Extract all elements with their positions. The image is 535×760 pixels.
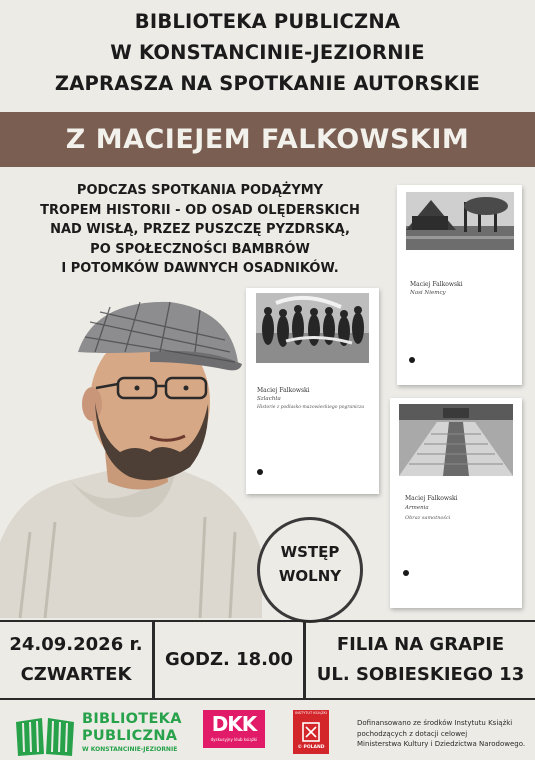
funding-line: pochodzących z dotacji celowej	[357, 729, 468, 738]
ik-emblem-icon	[302, 722, 320, 742]
stamp-line-1: WSTĘP	[280, 543, 340, 561]
publisher-mark-icon	[409, 357, 415, 363]
ik-poland-text: © POLAND	[297, 745, 325, 750]
book-author: Maciej Falkowski	[405, 495, 458, 502]
dkk-logo-subtext: dyskusyjny klub książki	[210, 737, 258, 742]
stamp-line-2: WOLNY	[278, 567, 342, 585]
book-cover-nasi-niemcy	[397, 185, 522, 385]
dkk-logo-text: DKK	[211, 712, 257, 736]
intro-text	[0, 181, 400, 279]
dkk-logo	[203, 710, 265, 748]
open-book-icon	[14, 714, 76, 756]
free-entry-stamp	[257, 517, 363, 623]
header	[0, 6, 535, 99]
header-line-1: BIBLIOTEKA PUBLICZNA	[134, 10, 401, 33]
date-cell	[0, 622, 152, 698]
author-photo	[0, 292, 262, 618]
ik-logo-text: INSTYTUT KSIĄŻKI	[295, 711, 327, 715]
book-subtitle: Obraz samotności	[405, 515, 451, 521]
instytut-ksiazki-logo	[293, 710, 329, 754]
book-subtitle: Historie z podlasko-mazowieckiego pogranicza	[257, 405, 365, 410]
event-weekday: CZWARTEK	[20, 664, 132, 685]
library-logo	[14, 710, 194, 756]
book-cover-szlachta	[246, 288, 379, 494]
book-title: Szlachta	[257, 396, 281, 402]
header-line-3: ZAPRASZA NA SPOTKANIE AUTORSKIE	[54, 72, 481, 95]
place-line-1: FILIA NA GRAPIE	[336, 634, 505, 655]
book-title: Armenia	[405, 505, 429, 511]
header-line-2: W KONSTANCINIE-JEZIORNIE	[110, 41, 425, 64]
book-author: Maciej Falkowski	[257, 387, 310, 394]
publisher-mark-icon	[403, 570, 409, 576]
library-logo-line-1: BIBLIOTEKA	[82, 711, 182, 727]
funding-note	[357, 718, 532, 750]
book-photo	[399, 404, 513, 476]
funding-line: Dofinansowano ze środków Instytutu Książki	[357, 719, 513, 727]
footer	[0, 702, 535, 760]
author-name-title: Z MACIEJEM FALKOWSKIM	[65, 124, 470, 155]
time-cell	[155, 622, 303, 698]
event-info-bar	[0, 620, 535, 700]
event-time: GODZ. 18.00	[164, 649, 294, 670]
library-logo-line-2: PUBLICZNA	[82, 728, 178, 744]
intro-line: PO SPOŁECZNOŚCI BAMBRÓW	[90, 241, 310, 257]
book-author: Maciej Falkowski	[410, 281, 463, 288]
intro-line: PODCZAS SPOTKANIA PODĄŻYMY	[76, 183, 324, 198]
funding-line: Ministerstwa Kultury i Dziedzictwa Narodowego.	[357, 740, 526, 748]
book-title: Nasi Niemcy	[410, 290, 446, 296]
library-logo-line-3: W KONSTANCINIE-JEZIORNIE	[82, 746, 178, 753]
intro-line: NAD WISŁĄ, PRZEZ PUSZCZĘ PYZDRSKĄ,	[50, 222, 350, 237]
intro-line: I POTOMKÓW DAWNYCH OSADNIKÓW.	[61, 261, 339, 276]
event-date: 24.09.2026 r.	[9, 634, 143, 655]
book-photo	[406, 192, 514, 250]
book-cover-armenia	[390, 398, 522, 608]
place-cell	[306, 622, 535, 698]
place-line-2: UL. SOBIESKIEGO 13	[316, 664, 525, 685]
intro-line: TROPEM HISTORII - OD OSAD OLĘDERSKICH	[40, 202, 360, 218]
book-photo	[256, 293, 369, 363]
title-band	[0, 112, 535, 167]
